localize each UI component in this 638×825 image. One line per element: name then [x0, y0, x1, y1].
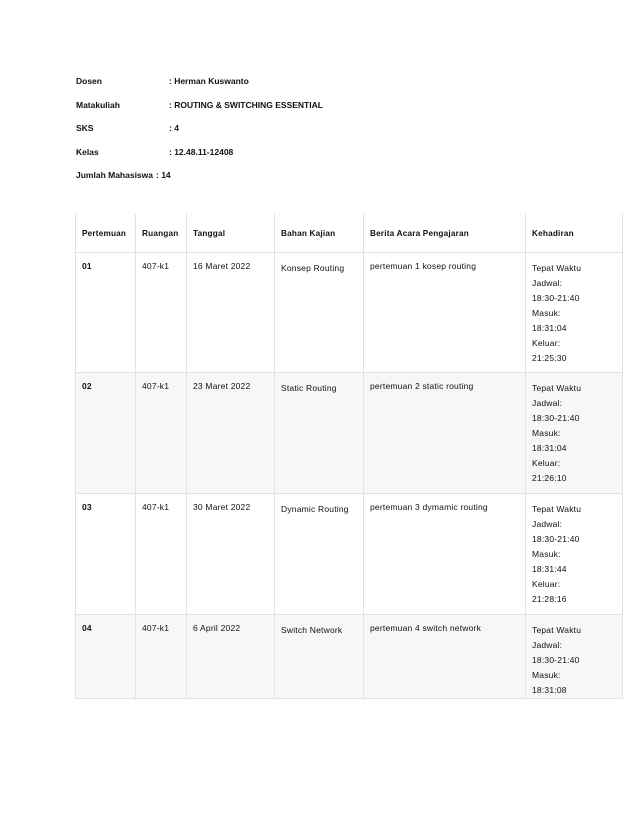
- att-keluar-value: 21:26:10: [532, 473, 567, 483]
- bahan-text: Switch Network: [281, 625, 343, 635]
- att-status: Tepat Waktu: [532, 263, 582, 273]
- cell-pertemuan: 03: [76, 494, 136, 615]
- bahan-text: Konsep Routing: [281, 263, 345, 273]
- table-row: [76, 494, 623, 615]
- info-jumlah-mahasiswa: [76, 170, 323, 194]
- att-masuk-value: 18:31:08: [532, 685, 567, 695]
- cell-pertemuan: 01: [76, 253, 136, 373]
- cell-tanggal: 30 Maret 2022: [187, 494, 275, 615]
- header-berita-acara: Berita Acara Pengajaran: [364, 214, 526, 253]
- att-jadwal-label: Jadwal:: [532, 519, 563, 529]
- cell-berita-acara: pertemuan 1 kosep routing: [364, 253, 526, 373]
- cell-tanggal: 23 Maret 2022: [187, 373, 275, 494]
- cell-pertemuan: 02: [76, 373, 136, 494]
- info-label: SKS: [76, 123, 94, 133]
- att-masuk-label: Masuk:: [532, 428, 561, 438]
- info-dosen: [76, 76, 323, 100]
- att-masuk-value: 18:31:04: [532, 323, 567, 333]
- att-masuk-label: Masuk:: [532, 549, 561, 559]
- info-label: Dosen: [76, 76, 102, 86]
- att-jadwal-value: 18:30-21:40: [532, 413, 580, 423]
- cell-bahan-kajian: [275, 373, 364, 494]
- header-pertemuan: Pertemuan: [76, 214, 136, 253]
- header-kehadiran: Kehadiran: [526, 214, 623, 253]
- course-info: [76, 76, 323, 194]
- cell-berita-acara: pertemuan 2 static routing: [364, 373, 526, 494]
- table-header-row: [76, 214, 623, 253]
- cell-kehadiran: [526, 494, 623, 615]
- att-status: Tepat Waktu: [532, 625, 582, 635]
- cell-ruangan: 407-k1: [136, 373, 187, 494]
- info-label: Kelas: [76, 146, 99, 157]
- header-tanggal: Tanggal: [187, 214, 275, 253]
- info-label: Matakuliah: [76, 99, 120, 110]
- attendance-table: [75, 214, 623, 699]
- bahan-text: Dynamic Routing: [281, 504, 349, 514]
- cell-berita-acara: pertemuan 3 dymamic routing: [364, 494, 526, 615]
- att-jadwal-label: Jadwal:: [532, 640, 563, 650]
- header-ruangan: Ruangan: [136, 214, 187, 253]
- cell-kehadiran: [526, 615, 623, 699]
- info-label: Jumlah Mahasiswa: [76, 170, 154, 180]
- att-masuk-label: Masuk:: [532, 670, 561, 680]
- info-value: : 14: [156, 170, 171, 180]
- att-jadwal-label: Jadwal:: [532, 398, 563, 408]
- info-kelas: [76, 147, 323, 171]
- att-keluar-label: Keluar:: [532, 338, 561, 348]
- cell-berita-acara: pertemuan 4 switch network: [364, 615, 526, 699]
- att-masuk-value: 18:31:04: [532, 443, 567, 453]
- info-value: : 4: [169, 123, 179, 133]
- att-status: Tepat Waktu: [532, 383, 582, 393]
- att-keluar-value: 21:25:30: [532, 353, 567, 363]
- cell-kehadiran: [526, 253, 623, 373]
- info-matakuliah: [76, 100, 323, 124]
- att-keluar-label: Keluar:: [532, 579, 561, 589]
- cell-ruangan: 407-k1: [136, 494, 187, 615]
- cell-bahan-kajian: [275, 253, 364, 373]
- info-value: : ROUTING & SWITCHING ESSENTIAL: [169, 99, 323, 110]
- bahan-text: Static Routing: [281, 383, 337, 393]
- table-row: [76, 615, 623, 699]
- att-masuk-label: Masuk:: [532, 308, 561, 318]
- cell-tanggal: 6 April 2022: [187, 615, 275, 699]
- att-jadwal-label: Jadwal:: [532, 278, 563, 288]
- att-masuk-value: 18:31:44: [532, 564, 567, 574]
- att-keluar-value: 21:28:16: [532, 594, 567, 604]
- cell-kehadiran: [526, 373, 623, 494]
- att-jadwal-value: 18:30-21:40: [532, 655, 580, 665]
- info-sks: [76, 123, 323, 147]
- att-keluar-label: Keluar:: [532, 458, 561, 468]
- cell-ruangan: 407-k1: [136, 253, 187, 373]
- info-value: : 12.48.11-12408: [169, 146, 234, 157]
- header-bahan-kajian: Bahan Kajian: [275, 214, 364, 253]
- info-value: : Herman Kuswanto: [169, 76, 249, 86]
- cell-pertemuan: 04: [76, 615, 136, 699]
- cell-tanggal: 16 Maret 2022: [187, 253, 275, 373]
- cell-bahan-kajian: [275, 494, 364, 615]
- att-jadwal-value: 18:30-21:40: [532, 293, 580, 303]
- table-row: [76, 253, 623, 373]
- att-status: Tepat Waktu: [532, 504, 582, 514]
- cell-bahan-kajian: [275, 615, 364, 699]
- att-jadwal-value: 18:30-21:40: [532, 534, 580, 544]
- table-row: [76, 373, 623, 494]
- cell-ruangan: 407-k1: [136, 615, 187, 699]
